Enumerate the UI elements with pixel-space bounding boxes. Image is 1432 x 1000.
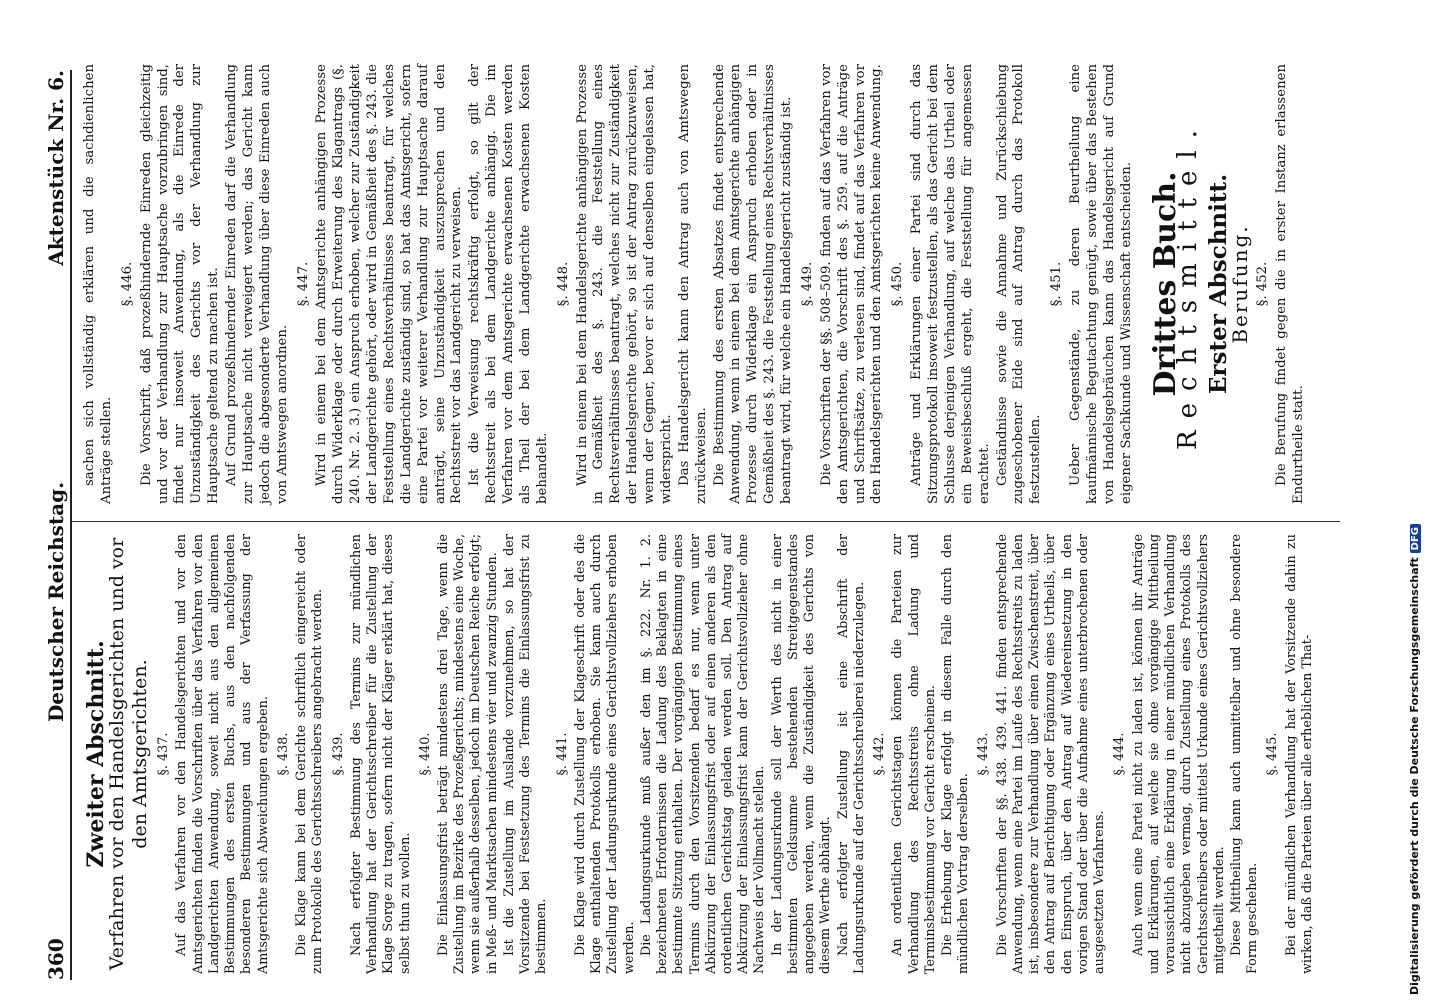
paragraph: Die Bestimmung des ersten Absatzes findet entsprechende Anwendung, wenn in einem bei dem Amtsgerichte anhängigen Prozesse durch Widerklage ein Anspruch erhoben oder in Gemäßheit des §. 243. die Feststellung eines Rechtsverhältnisses beantragt wird, für welche ein Handelsgericht zuständig ist. (711, 64, 794, 504)
paragraph: An ordentlichen Gerichtstagen können die Parteien zur Verhandlung des Rechtsstreits ohne Ladung und Terminsbestimmung vor Gericht erscheinen. (890, 534, 938, 974)
paragraph: Die Erhebung der Klage erfolgt in diesem Falle durch den mündlichen Vortrag derselben. (940, 534, 972, 974)
section-number: §. 442. (872, 732, 888, 776)
paragraph: Wird in einem bei dem Handelsgerichte anhängigen Prozesse in Gemäßheit des §. 243. die Feststellung eines Rechtsverhältnisses beantragt, welches nicht zur Zuständigkeit der Handelsgerichte gehört, so ist der Antrag zurückzuweisen, wenn der Gegner, bevor er sich auf denselben eingelassen hat, widerspricht. (574, 64, 674, 504)
paragraph: Ist die Verweisung rechtskräftig erfolgt, so gilt der Rechtsstreit als bei dem Landgerichte anhängig. Die im Verfahren vor dem Amtsgerichte erwachsenen Kosten werden als Theil der bei dem Landgerichte erwachsenen Kosten behandelt. (467, 64, 550, 504)
section-number: §. 444. (1112, 732, 1128, 776)
paragraph: Die Vorschriften der §§. 438. 439. 441. finden entsprechende Anwendung, wenn eine Partei im Laufe des Rechtsstreits zu laden ist, insbesondere zur Verhandlung über einen Zwischenstreit, über den Antrag auf Berichtigung oder Ergänzung eines Urtheils, über den Einspruch, über den Antrag auf Wiedereinsetzung in den vorigen Stand oder über die Aufnahme eines unterbrochenen oder ausgesetzten Verfahrens. (994, 534, 1108, 974)
paragraph: Nach erfolgter Zustellung ist eine Abschrift der Ladungsurkunde auf der Gerichtsschreiberei niederzulegen. (835, 534, 867, 974)
dfg-credit (1408, 524, 1421, 995)
header-rule (70, 70, 72, 980)
paragraph: In der Ladungsurkunde soll der Werth des nicht in einer bestimmten Geldsumme bestehenden Streitgegenstandes angegeben werden, wenn die Zuständigkeit des Gerichts von diesem Werthe abhängt. (769, 534, 834, 974)
paragraph: Die Vorschrift, daß prozeßhindernde Einreden gleichzeitig und vor der Verhandlung zur Hauptsache vorzubringen sind, findet nur insoweit Anwendung, als die Einrede der Unzuständigkeit des Gerichts vor der Verhandlung zur Hauptsache geltend zu machen ist. (138, 64, 222, 504)
section-number: §. 438. (275, 732, 291, 776)
paragraph: sachen sich vollständig erklären und die sachdienlichen Anträge stellen. (82, 64, 114, 504)
section-number: §. 452. (1255, 261, 1270, 307)
section-number: §. 437. (156, 732, 172, 776)
section-number: §. 450. (890, 261, 906, 307)
paragraph: Die Klage wird durch Zustellung der Klageschrift oder des die Klage enthaltenden Protokolls erhoben. Sie kann auch durch Zustellung der Ladungsurkunde eines Gerichtsvollziehers erhoben werden. (572, 534, 637, 974)
paragraph: Die Klage kann bei dem Gerichte schriftlich eingereicht oder zum Protokolle des Gerichtsschreibers angebracht werden. (294, 534, 326, 974)
section-number: §. 448. (555, 261, 571, 307)
section-number: §. 441. (554, 732, 570, 776)
paragraph: Geständnisse sowie die Annahme und Zurückschiebung zugeschobener Eide sind auf Antrag durch das Protokoll festzustellen. (994, 64, 1044, 504)
column-divider (72, 521, 1340, 522)
paragraph: Auf Grund prozeßhindernder Einreden darf die Verhandlung zur Hauptsache nicht verweigert werden; das Gericht kann jedoch die abgesonderte Verhandlung über diese Einreden auch von Amtswegen anordnen. (224, 64, 290, 504)
section-number: §. 443. (976, 732, 992, 776)
paragraph: Nach erfolgter Bestimmung des Termins zur mündlichen Verhandlung hat der Gerichtsschreiber für die Zustellung der Klage Sorge zu tragen, sofern nicht der Kläger erklärt hat, dieses selbst thun zu wollen. (348, 534, 413, 974)
header-center: Deutscher Reichstag. (44, 481, 68, 723)
paragraph: Anträge und Erklärungen einer Partei sind durch das Sitzungsprotokoll insoweit festzustellen, als das Gericht bei dem Schlusse derjenigen Verhandlung, auf welche das Urtheil oder ein Beweisbeschluß ergeht, die Feststellung für angemessen erachtet. (909, 64, 992, 504)
paragraph: Auf das Verfahren vor den Handelsgerichten und vor den Amtsgerichten finden die Vorschriften über das Verfahren vor den Landgerichten Anwendung, soweit nicht aus den allgemeinen Bestimmungen des ersten Buchs, aus den nachfolgenden besonderen Bestimmungen und aus der Verfassung der Amtsgerichte sich Abweichungen ergeben. (174, 534, 271, 974)
paragraph: Die Berufung findet gegen die in erster Instanz erlassenen Endurtheile statt. (1273, 64, 1306, 504)
paragraph: Bei der mündlichen Verhandlung hat der Vorsitzende dahin zu wirken, daß die Parteien über alle erheblichen That- (1283, 534, 1315, 974)
rechtsmittel-heading: Rechtsmittel. (1173, 118, 1204, 450)
berufung-heading: Berufung. (1228, 224, 1253, 344)
right-column (82, 64, 1309, 504)
dfg-badge: DFG (1410, 524, 1421, 553)
paragraph: Auch wenn eine Partei nicht zu laden ist, können ihr Anträge und Erklärungen, auf welche sie ohne vorgängige Mittheilung voraussichtlich eine Erklärung in einer mündlichen Verhandlung nicht abzugeben vermag, durch Zustellung eines Protokolls des Gerichtsschreibers oder mittelst Urkunde eines Gerichtsvollziehers mitgetheilt werden. (1130, 534, 1227, 974)
paragraph: Die Ladungsurkunde muß außer den im §. 222. Nr. 1. 2. bezeichneten Erfordernissen die Ladung des Beklagten in eine bestimmte Sitzung enthalten. Der vorgängigen Bestimmung eines Termins durch den Vorsitzenden bedarf es nur, wenn unter Abkürzung der Einlassungsfrist oder auf einen anderen als den ordentlichen Gerichtstag geladen werden soll. Den Antrag auf Abkürzung der Einlassungsfrist kann der Gerichtsvollzieher ohne Nachweis der Vollmacht stellen. (638, 534, 768, 974)
paragraph: Ist die Zustellung im Auslande vorzunehmen, so hat der Vorsitzende bei Festsetzung des Termins die Einlassungsfrist zu bestimmen. (501, 534, 550, 974)
section-number: §. 451. (1049, 261, 1065, 307)
paragraph: Die Vorschriften der §§. 508–509. finden auf das Verfahren vor den Amtsgerichten, die Vorschrift des §. 259. auf die Anträge und Schriftsätze, zu verlesen sind, findet auf das Verfahren vor den Handelsgerichten und den Amtsgerichten keine Anwendung. (818, 64, 885, 504)
paragraph: Diese Mittheilung kann auch unmittelbar und ohne besondere Form geschehen. (1229, 534, 1261, 974)
left-abschnitt-heading: Zweiter Abschnitt. (83, 640, 109, 868)
section-number: §. 439. (330, 732, 346, 776)
paragraph: Wird in einem bei dem Amtsgerichte anhängigen Prozesse durch Widerklage oder durch Erweiterung des Klagantrags (§. 240. Nr. 2. 3.) ein Anspruch erhoben, welcher zur Zuständigkeit der Landgerichte gehört, oder wird in Gemäßheit des §. 243. die Feststellung eines Rechtsverhältnisses beantragt, für welches die Landgerichte zuständig sind, so hat das Amtsgericht, sofern eine Partei vor weiterer Verhandlung zur Hauptsache darauf anträgt, seine Unzuständigkeit auszusprechen und den Rechtsstreit vor das Landgericht zu verweisen. (314, 64, 465, 504)
right-abschnitt-heading: Erster Abschnitt. (1205, 173, 1233, 395)
section-number: §. 449. (799, 261, 815, 307)
section-number: §. 445. (1265, 732, 1281, 776)
page-header (28, 70, 68, 980)
document-page (0, 50, 1370, 1000)
section-number: §. 446. (119, 261, 135, 307)
paragraph: Die Einlassungsfrist beträgt mindestens drei Tage, wenn die Zustellung im Bezirke des Prozeßgerichts; mindestens eine Woche, wenn sie außerhalb desselben, jedoch im Deutschen Reiche erfolgt; in Meß- und Marktsachen mindestens vier und zwanzig Stunden. (435, 534, 500, 974)
header-right: Aktenstück Nr. 6. (44, 70, 68, 266)
buch-heading: Drittes Buch. (1147, 171, 1183, 397)
page-number: 360 (44, 938, 68, 980)
dfg-credit-text: Digitalisierung gefördert durch die Deutsche Forschungsgemeinschaft (1408, 557, 1421, 995)
paragraph: Ueber Gegenstände, zu deren Beurtheilung eine kaufmännische Begutachtung genügt, sowie über das Bestehen von Handelsgebräuchen kann das Handelsgericht auf Grund eigener Sachkunde und Wissenschaft entscheiden. (1068, 64, 1134, 504)
section-number: §. 440. (417, 732, 433, 776)
section-number: §. 447. (295, 261, 311, 307)
paragraph: Das Handelsgericht kann den Antrag auch von Amtswegen zurückweisen. (676, 64, 709, 504)
left-title: Verfahren vor den Handelsgerichten und vor den Amtsgerichten. (106, 537, 152, 971)
left-column (82, 534, 1317, 974)
